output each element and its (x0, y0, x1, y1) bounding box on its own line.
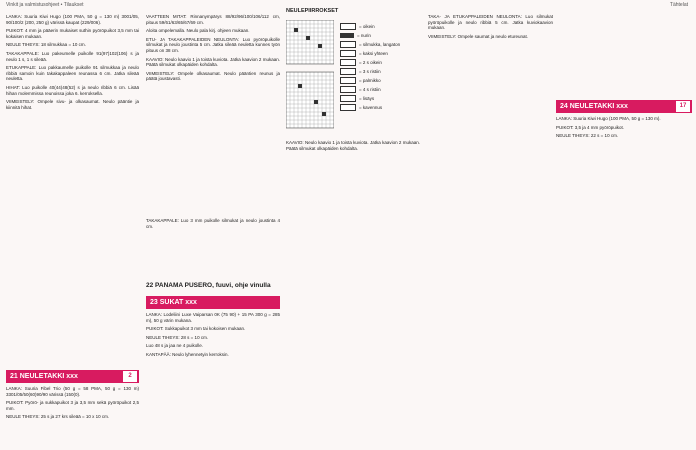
section-23-p1: LANKA: Lodeliini Luxe Vaiparsan 0K (75 90) + 15 PA 300 g = 285 m), 50 g värin mukana. (146, 312, 280, 323)
section-21-body (6, 386, 139, 423)
col2-lower-p1: TAKAKAPPALE: Luo 3 mm puikolle silmukat ja neulo joustinta 4 cm. (146, 218, 280, 229)
col4-p2: VIIMEISTELY: Ompele saumat ja neulo etureunat. (428, 33, 528, 39)
col2-p5: VIIMEISTELY: Ompele olkasaumat. Neulo pääntien reunus ja päätä joustavasti. (146, 70, 280, 82)
legend-item: = palmikko (340, 76, 410, 85)
col1-p5: HIHAT: Luo puikolle 40(44)48(52) s ja neulo ribbiä 6 cm. Lisää hihan molemmissa reunoissa joka 6. kerroksella. (6, 84, 139, 96)
section-24-title: 24 NEULETAKKI xxx (560, 103, 628, 110)
legend-item: = 2 s oikein (340, 58, 410, 67)
column-1 (6, 14, 139, 113)
header-left: Vinkit ja valmistusohjeet • Tilaukset (6, 2, 84, 8)
col1-p4: ETUKAPPALE: Luo pakkaumelle puikolle 91 silmukkaa ja neulo ribbiä samoin kuin takakappaleen reunassa 6 cm. Jatka sileää neuletta. (6, 65, 139, 82)
section-21-p2: PUIKOT: Pyörö- ja sukkapuikot 3 ja 3,5 mm sekä pyöröpuikot 2,5 mm. (6, 400, 139, 411)
legend-title: NEULEPIIRROKSET (286, 8, 339, 14)
legend-item: = silmukka, langaton (340, 40, 410, 49)
col1-p3: TAKAKAPPALE: Luo pakeumelle puikolle 91(97)102(106) s ja neulo 1 s, 1 s sileää. (6, 50, 139, 62)
header-right: Tähtelat (669, 2, 688, 8)
section-21-title: 21 NEULETAKKI xxx (10, 373, 78, 380)
col2-p4: KAAVIO: Neulo kaavio 1 ja toista kuviota. Jatka kaavion 2 mukaan. Päätä silmukat olkapäiden kohdalta. (146, 56, 280, 68)
section-21-header (6, 370, 139, 383)
section-23-p3: NEULE TIHEYS: 28 s = 10 cm. (146, 334, 209, 340)
col4-p1: TAKA- JA ETUKAPPALEIDEN NEULONTA: Luo silmukat pyöröpuikolle ja neulo ribbiä 5 cm. Jatka kuviokaavion mukaan. (428, 14, 553, 31)
legend-item: = 4 s ristiin (340, 85, 410, 94)
section-21-p1: LANKA: Suuria Fibel Trio (50 g = 58 PMA, 50 g = 130 m) 3301/05/50(60)90/90 värissä (150(0). (6, 386, 139, 397)
col2-p2: Aloita ompelemalla. Neulo pala kirj. ohjeen mukaan. (146, 28, 250, 34)
column-3 (286, 140, 420, 154)
knitting-legend (286, 8, 406, 14)
section-24-header (556, 100, 692, 113)
column-4 (428, 14, 553, 42)
section-23-p2: PUIKOT: Sukkapuikot 3 mm tai kokoisen mukaan. (146, 326, 246, 332)
legend-item: = oikein (340, 22, 410, 31)
knitting-chart (286, 20, 334, 130)
column-2-lower (146, 218, 280, 232)
section-23-header (146, 296, 280, 309)
section-23-p4: Luo 48 s ja jaa ne 4 puikolle. (146, 343, 204, 349)
legend-item: = 3 s ristiin (340, 67, 410, 76)
section-21-number: 2 (123, 371, 137, 382)
section-23-p5: KANTAPÄÄ: Neulo lyhennetyin kerroksin. (146, 351, 229, 357)
section-22-title: 22 PANAMA PUSERO, fuuvi, ohje vinulla (146, 282, 271, 289)
col3-p1: KAAVIO: Neulo kaavio 1 ja toista kuviota. Jatka kaavion 2 mukaan. Päätä silmukat olkapäiden kohdalta. (286, 140, 420, 151)
legend-list (340, 22, 410, 112)
col1-p6: VIIMEISTELY: Ompele sivu- ja olkasaumat. Neulo pääntie ja kiinnitä hihat. (6, 99, 139, 110)
legend-item: = kaksi yhteen (340, 49, 410, 58)
legend-item: = lisäys (340, 94, 410, 103)
col1-p2: NEULE TIHEYS: 18 silmukkaa = 10 cm. (6, 42, 86, 48)
section-24-p1: LANKA: Suuria Kiwi Hugo (100 PMA, 50 g = 130 m). (556, 116, 661, 121)
section-24-number: 17 (676, 101, 690, 112)
col2-p1: VAATTEEN MITAT: Rinnanympärys 88/92/96/100/106/112 cm, pituus 59/61/63/65/67/69 cm. (146, 14, 280, 25)
col1-intro: LANKA: Suuria Kiwi Hugo (100 PMA, 50 g = 130 m) 3001/05, 90/100/2 (200, 250 g) värissä kaupat (229/006). (6, 14, 139, 25)
section-24-p2: PUIKOT: 3,5 ja 4 mm pyöröpuikot. (556, 124, 625, 130)
column-2 (146, 14, 280, 85)
section-24-body (556, 116, 692, 142)
col1-p1: PUIKOT: 4 mm ja pääerin mukaiset suthin pyöröpuikot 3,5 mm tai kokaisen mukaan. (6, 28, 139, 39)
col2-p3: ETU- JA TAKAKAPPALEIDEN NEULONTA: Luo pyöröpuikolle silmukat ja neulo joustinta 5 cm. Jatka sileää neuletta kunnes työn pituus on 38 cm. (146, 36, 280, 53)
legend-item: = nurin (340, 31, 410, 40)
section-23-title: 23 SUKAT xxx (150, 299, 197, 306)
section-23-body (146, 312, 280, 361)
legend-item: = kavennus (340, 103, 410, 112)
section-24-p3: NEULE TIHEYS: 22 s = 10 cm. (556, 133, 619, 139)
section-21-p3: NEULE TIHEYS: 25 s ja 27 krs sileää = 10 x 10 cm. (6, 414, 110, 420)
